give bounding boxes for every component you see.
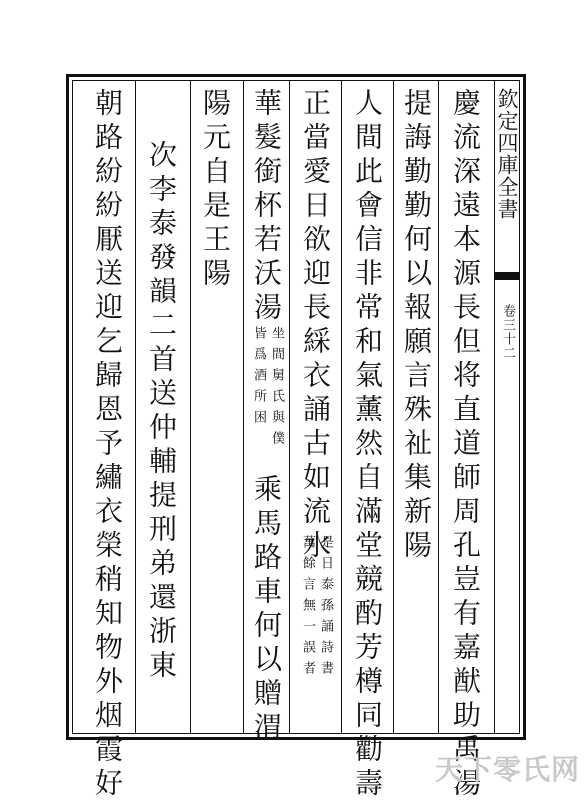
column-rule [438, 80, 439, 734]
inline-note-2b: 皆爲酒所困 [251, 326, 266, 431]
fish-tail-mark [494, 272, 520, 280]
text-column-8: 朝路紛紛厭送迎乞歸恩予繡衣榮稍知物外烟霞好 [91, 88, 124, 802]
column-rule [393, 80, 394, 734]
inline-note-1a: 是日泰孫誦詩書 [318, 535, 333, 682]
column-rule [289, 80, 290, 734]
inline-note-1b: 萬餘言無一誤者 [300, 535, 315, 682]
text-column-1: 慶流深遠本源長但将直道師周孔豈有嘉猷助禹湯 [449, 88, 482, 802]
poem-title-column: 次李泰發韻二首送仲輔提刑弟還浙東 [145, 140, 178, 684]
text-column-2: 提誨勤勤何以報願言殊祉集新陽 [400, 88, 433, 564]
inline-note-2a: 坐間舅氏與僕 [269, 326, 284, 452]
margin-volume-number: 卷三十二 [500, 304, 515, 360]
column-rule [341, 80, 342, 734]
column-rule [243, 80, 244, 734]
text-column-5: 華髮銜杯若沃湯 [250, 88, 283, 326]
column-rule [190, 80, 191, 734]
margin-book-title: 欽定四庫全書 [495, 88, 519, 220]
column-rule [135, 80, 136, 734]
watermark-logo: 天下零氏网 [434, 753, 580, 786]
text-column-6: 陽元自是王陽 [199, 88, 232, 292]
text-column-3: 人間此會信非常和氣薰然自滿堂競酌芳樽同勸壽 [351, 88, 384, 802]
text-column-4: 正當愛日欲迎長綵衣誦古如流水 [299, 88, 332, 564]
text-column-5-cont: 乘馬路車何以贈渭 [250, 474, 283, 746]
